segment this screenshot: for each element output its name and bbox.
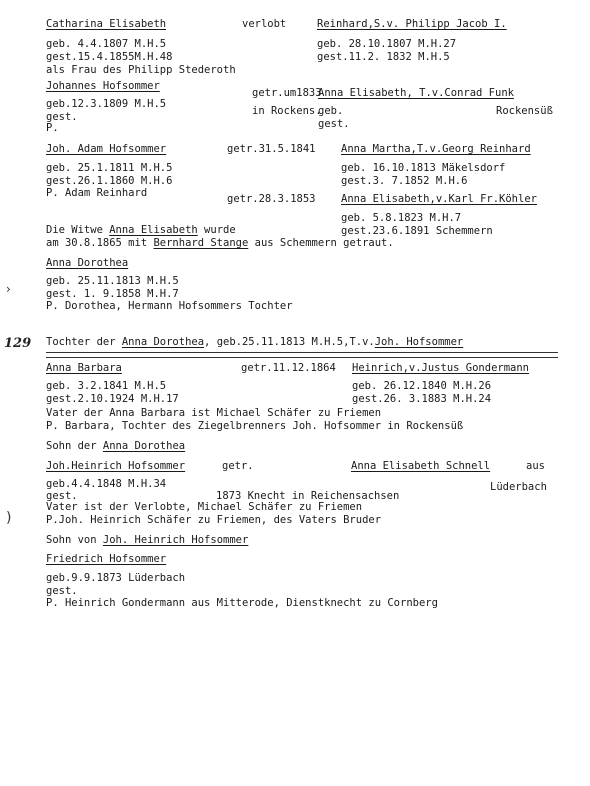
death-record: gest. <box>46 111 78 123</box>
partner-name: Anna Elisabeth, T.v.Conrad Funk <box>318 87 514 99</box>
godparent-record: P. Adam Reinhard <box>46 187 148 199</box>
partner-death-record: gest.11.2. 1832 M.H.5 <box>317 51 450 63</box>
godparent-record: P. Barbara, Tochter des Ziegelbrenners Joh. Hofsommer in Rockensüß <box>46 420 464 432</box>
marriage-date: getr.11.12.1864 <box>241 362 336 374</box>
godparent-record: P. <box>46 122 59 134</box>
partner-place: Lüderbach <box>490 481 547 493</box>
status-text: verlobt <box>242 18 287 30</box>
person-name: Joh. Adam Hofsommer <box>46 143 167 155</box>
parent-line: Sohn von Joh. Heinrich Hofsommer <box>46 534 249 546</box>
partner-birth-record: geb. 26.12.1840 M.H.26 <box>352 380 492 392</box>
partner-death-record: gest. <box>318 118 350 130</box>
partner-death-record: gest.26. 3.1883 M.H.24 <box>352 393 492 405</box>
death-record: gest.15.4.1855M.H.48 <box>46 51 173 63</box>
partner-name: Anna Elisabeth Schnell <box>351 460 491 472</box>
person-name: Friedrich Hofsommer <box>46 553 167 565</box>
occupation-note: 1873 Knecht in Reichensachsen <box>216 490 400 502</box>
father-note: Vater der Anna Barbara ist Michael Schäfer zu Friemen <box>46 407 382 419</box>
section-heading: Tochter der Anna Dorothea, geb.25.11.1813 M.H.5,T.v.Joh. Hofsommer <box>46 336 464 348</box>
partner-birth-record: geb. 16.10.1813 Mäkelsdorf <box>341 162 506 174</box>
person-name: Catharina Elisabeth <box>46 18 167 30</box>
marriage-date: getr.31.5.1841 <box>227 143 316 155</box>
death-record: gest.26.1.1860 M.H.6 <box>46 175 173 187</box>
father-note: Vater ist der Verlobte, Michael Schäfer zu Friemen <box>46 501 363 513</box>
birth-record: geb. 3.2.1841 M.H.5 <box>46 380 167 392</box>
birth-record: geb.12.3.1809 M.H.5 <box>46 98 167 110</box>
marriage-date: getr. <box>222 460 254 472</box>
widow-note: Die Witwe Anna Elisabeth wurde <box>46 224 236 236</box>
person-name: Anna Barbara <box>46 362 122 374</box>
note-text: als Frau des Philipp Stederoth <box>46 64 236 76</box>
double-rule <box>46 352 558 358</box>
partner-birth-place: Rockensüß <box>496 105 553 117</box>
death-record: gest. <box>46 585 78 597</box>
godparent-record: P. Dorothea, Hermann Hofsommers Tochter <box>46 300 293 312</box>
partner-death-record: gest.23.6.1891 Schemmern <box>341 225 493 237</box>
margin-mark: › <box>6 282 11 296</box>
partner-name: Heinrich,v.Justus Gondermann <box>352 362 530 374</box>
person-name: Anna Dorothea <box>46 257 129 269</box>
marriage-date: getr.28.3.1853 <box>227 193 316 205</box>
birth-record: geb. 4.4.1807 M.H.5 <box>46 38 167 50</box>
birth-record: geb. 25.11.1813 M.H.5 <box>46 275 179 287</box>
page-number: 129 <box>4 336 32 351</box>
death-record: gest.2.10.1924 M.H.17 <box>46 393 179 405</box>
birth-record: geb. 25.1.1811 M.H.5 <box>46 162 173 174</box>
partner-name: Reinhard,S.v. Philipp Jacob I. <box>317 18 507 30</box>
partner-name: Anna Martha,T.v.Georg Reinhard <box>341 143 531 155</box>
marriage-date: getr.um1833 <box>252 87 322 99</box>
widow-note: am 30.8.1865 mit Bernhard Stange aus Schemmern getraut. <box>46 237 394 249</box>
partner-death-record: gest.3. 7.1852 M.H.6 <box>341 175 468 187</box>
godparent-record: P.Joh. Heinrich Schäfer zu Friemen, des Vaters Bruder <box>46 514 382 526</box>
marriage-place: in Rockens. <box>252 105 322 117</box>
death-record: gest. <box>46 490 78 502</box>
parent-line: Sohn der Anna Dorothea <box>46 440 186 452</box>
death-record: gest. 1. 9.1858 M.H.7 <box>46 288 179 300</box>
partner-birth-record: geb. <box>318 105 344 117</box>
person-name: Joh.Heinrich Hofsommer <box>46 460 186 472</box>
godparent-record: P. Heinrich Gondermann aus Mitterode, Dienstknecht zu Cornberg <box>46 597 438 609</box>
partner-name: Anna Elisabeth,v.Karl Fr.Köhler <box>341 193 537 205</box>
margin-mark: ) <box>6 510 12 526</box>
person-name: Johannes Hofsommer <box>46 80 160 92</box>
birth-record: geb.9.9.1873 Lüderbach <box>46 572 186 584</box>
partner-origin: aus <box>526 460 545 472</box>
partner-birth-record: geb. 28.10.1807 M.H.27 <box>317 38 457 50</box>
birth-record: geb.4.4.1848 M.H.34 <box>46 478 167 490</box>
partner-birth-record: geb. 5.8.1823 M.H.7 <box>341 212 462 224</box>
